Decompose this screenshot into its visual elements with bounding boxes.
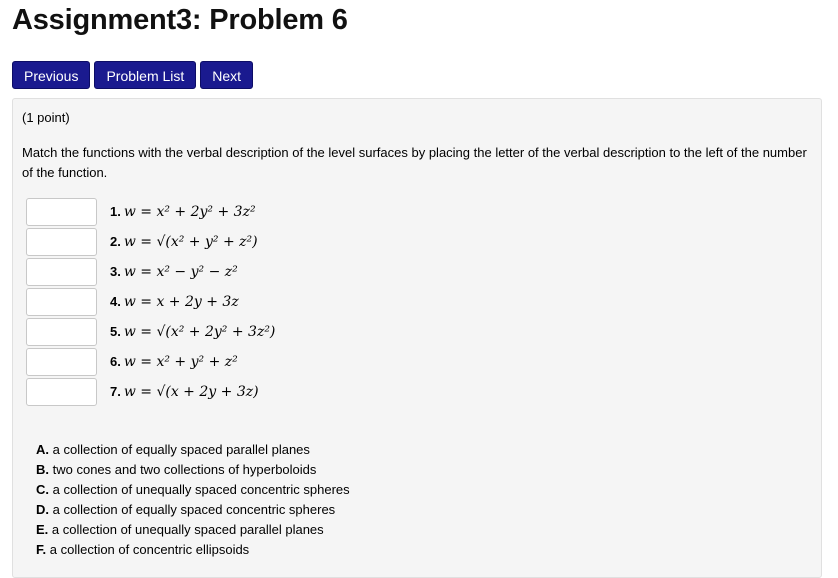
function-number: 7.: [110, 384, 121, 399]
function-expression: w = √(x² + y² + z²): [123, 234, 258, 250]
problem-list-button[interactable]: Problem List: [94, 61, 196, 89]
description-item-a: [36, 440, 350, 460]
problem-prompt: Match the functions with the verbal description of the level surfaces by placing the letter of the verbal description to the left of the number of the function.: [22, 145, 807, 180]
answer-input-3[interactable]: [26, 258, 97, 286]
function-row-5: [110, 318, 275, 346]
point-value: (1 point): [22, 110, 70, 125]
description-text: a collection of equally spaced concentric spheres: [52, 502, 336, 517]
next-button[interactable]: Next: [200, 61, 253, 89]
function-number: 6.: [110, 354, 121, 369]
description-item-e: [36, 520, 350, 540]
function-row-2: [110, 228, 258, 256]
description-text: two cones and two collections of hyperboloids: [52, 462, 317, 477]
function-number: 4.: [110, 294, 121, 309]
description-text: a collection of unequally spaced concentric spheres: [52, 482, 350, 497]
answer-input-7[interactable]: [26, 378, 97, 406]
function-expression: w = x² + 2y² + 3z²: [123, 204, 256, 220]
function-number: 1.: [110, 204, 121, 219]
function-number: 3.: [110, 264, 121, 279]
description-letter: C.: [36, 482, 49, 497]
problem-panel: [12, 98, 822, 578]
description-letter: D.: [36, 502, 49, 517]
description-item-b: [36, 460, 350, 480]
previous-button[interactable]: Previous: [12, 61, 90, 89]
function-row-6: [110, 348, 238, 376]
function-number: 5.: [110, 324, 121, 339]
function-row-3: [110, 258, 238, 286]
description-text: a collection of concentric ellipsoids: [49, 542, 250, 557]
description-item-c: [36, 480, 350, 500]
description-list: [36, 440, 350, 560]
function-expression: w = x + 2y + 3z: [123, 294, 239, 310]
function-expression: w = x² + y² + z²: [123, 354, 238, 370]
answer-input-2[interactable]: [26, 228, 97, 256]
function-row-4: [110, 288, 239, 316]
description-text: a collection of unequally spaced parallel planes: [51, 522, 324, 537]
answer-input-5[interactable]: [26, 318, 97, 346]
function-expression: w = x² − y² − z²: [123, 264, 238, 280]
answer-input-4[interactable]: [26, 288, 97, 316]
function-number: 2.: [110, 234, 121, 249]
description-letter: F.: [36, 542, 47, 557]
description-text: a collection of equally spaced parallel planes: [52, 442, 310, 457]
description-item-f: [36, 540, 350, 560]
problem-navigation: [12, 61, 257, 89]
answer-input-1[interactable]: [26, 198, 97, 226]
function-expression: w = √(x + 2y + 3z): [123, 384, 259, 400]
description-item-d: [36, 500, 350, 520]
description-letter: E.: [36, 522, 49, 537]
answer-input-6[interactable]: [26, 348, 97, 376]
function-row-1: [110, 198, 256, 226]
page-title: Assignment3: Problem 6: [12, 4, 348, 36]
function-row-7: [110, 378, 259, 406]
description-letter: B.: [36, 462, 49, 477]
description-letter: A.: [36, 442, 49, 457]
function-expression: w = √(x² + 2y² + 3z²): [123, 324, 276, 340]
